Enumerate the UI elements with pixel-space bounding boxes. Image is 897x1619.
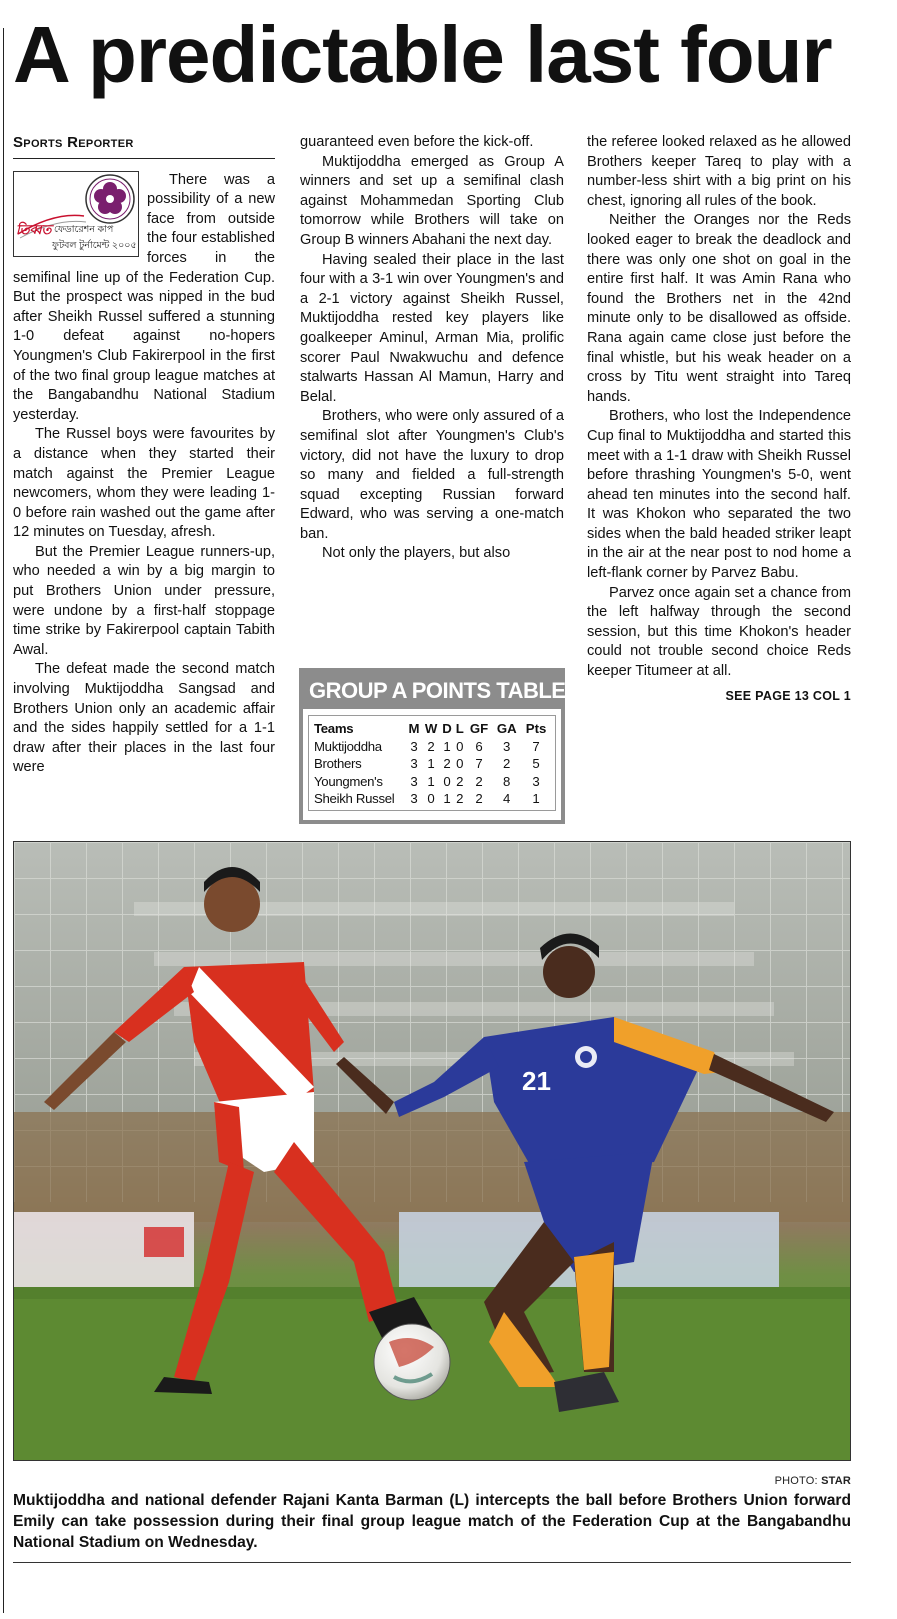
table-row <box>314 738 551 756</box>
table-cell: 3 <box>410 773 418 789</box>
points-table-title: GROUP A POINTS TABLE <box>303 672 561 709</box>
table-cell: 1 <box>443 791 451 807</box>
team-name: Brothers <box>314 756 362 772</box>
column-header: Pts <box>525 721 547 736</box>
table-cell: 7 <box>475 756 483 772</box>
team-name: Muktijoddha <box>314 738 382 754</box>
group-a-points-table <box>299 668 565 824</box>
team-name: Sheikh Russel <box>314 791 395 807</box>
table-cell: 0 <box>456 738 464 754</box>
table-cell: 0 <box>443 773 451 789</box>
table-cell: 5 <box>532 756 540 772</box>
table-cell: 6 <box>475 738 483 754</box>
team-name: Youngmen's <box>314 773 383 789</box>
table-row <box>314 790 551 808</box>
paragraph: the referee looked relaxed as he allowed Brothers keeper Tareq to play with a number-less shirt with a big print on his chest, ignoring all rules of the book. <box>587 134 851 209</box>
column-header: GA <box>496 721 517 736</box>
football-scene-illustration <box>14 842 851 1461</box>
tournament-logo <box>13 171 139 257</box>
page-left-rule <box>3 28 4 1613</box>
table-cell: 2 <box>503 756 511 772</box>
table-cell: 3 <box>532 773 540 789</box>
table-cell: 2 <box>456 773 464 789</box>
table-cell: 0 <box>427 791 435 807</box>
table-cell: 1 <box>532 791 540 807</box>
table-row <box>314 755 551 773</box>
paragraph: guaranteed even before the kick-off. <box>300 134 534 150</box>
bottom-rule <box>13 1562 851 1563</box>
table-cell: 1 <box>427 756 435 772</box>
table-cell: 2 <box>443 756 451 772</box>
paragraph: But the Premier League runners-up, who needed a win by a big margin to put Brothers Union under pressure, were undone by a first-half stoppage time strike by Fakirerpool captain Tabith Awal. <box>13 543 275 658</box>
match-photo <box>13 841 851 1461</box>
paragraph: Brothers, who were only assured of a semifinal slot after Youngmen's Club's victory, did not have the luxury to drop so many and fielded a full-strength squad excepting Russian forward Edward, who was serving a one-match ban. <box>300 408 564 542</box>
column-header: GF <box>469 721 489 736</box>
table-cell: 2 <box>427 738 435 754</box>
table-cell: 0 <box>456 756 464 772</box>
column-header: Teams <box>314 721 354 736</box>
jersey-number: 21 <box>522 1066 551 1096</box>
table-cell: 3 <box>503 738 511 754</box>
table-cell: 1 <box>443 738 451 754</box>
table-cell: 3 <box>410 756 418 772</box>
table-cell: 1 <box>427 773 435 789</box>
paragraph: There was a possibility of a new face from outside the four established forces in the semifinal line up of the Federation Cup. But the prospect was nipped in the bud after Sheikh Russel suffered a stunning 1-0 defeat against no-hopers Youngmen's Club Fakirerpool in the first of the two final group league matches at the Bangabandhu National Stadium yesterday. <box>13 171 275 423</box>
photo-credit-label: PHOTO: <box>774 1475 818 1487</box>
table-cell: 4 <box>503 791 511 807</box>
paragraph: Not only the players, but also <box>322 545 511 562</box>
article-column-3 <box>587 133 851 706</box>
article-column-2 <box>300 133 564 564</box>
byline: Sports Reporter <box>13 133 275 159</box>
paragraph: Brothers, who lost the Independence Cup final to Muktijoddha and started this meet with a 1-1 draw with Sheikh Russel before thrashing Youngmen's 5-0, went ahead ten minutes into the second half. It was Khokon who separated the two sides when the bald headed striker leapt in the air at the near post to nod home a left-flank corner by Parvez Babu. <box>587 408 851 582</box>
table-cell: 2 <box>475 773 483 789</box>
table-cell: 2 <box>456 791 464 807</box>
table-cell: 7 <box>532 738 540 754</box>
continuation-reference: SEE PAGE 13 COL 1 <box>725 688 851 703</box>
logo-brand-text: তিব্বত <box>16 221 52 237</box>
table-cell: 2 <box>475 791 483 807</box>
headline: A predictable last four <box>13 10 832 99</box>
photo-caption: Muktijoddha and national defender Rajani Kanta Barman (L) intercepts the ball before Brothers Union forward Emily can take possession during their final group league match of the Federation Cup at the Bangabandhu National Stadium on Wednesday. <box>13 1492 851 1551</box>
paragraph: Parvez once again set a chance from the left halfway through the second session, but this time Khokon's header could not trouble second choice Reds keeper Titumeer at all. <box>587 584 851 680</box>
table-row <box>314 773 551 791</box>
table-cell: 3 <box>410 738 418 754</box>
paragraph: Having sealed their place in the last four with a 3-1 win over Youngmen's and a 2-1 victory against Sheikh Russel, Muktijoddha rested key players like goalkeeper Aminul, Arman Mia, prolific scorer Paul Nwakwuchu and defence stalwarts Hassan Al Mamun, Harry and Belal. <box>300 251 564 405</box>
points-table-body <box>308 715 556 811</box>
photo-credit <box>600 1475 851 1487</box>
paragraph: The defeat made the second match involving Muktijoddha Sangsad and Brothers Union only an academic affair and the sides happily settled for a 1-1 draw after their places in the last four were <box>13 661 275 776</box>
table-cell: 8 <box>503 773 511 789</box>
table-header-row <box>314 720 551 738</box>
paragraph: Neither the Oranges nor the Reds looked eager to break the deadlock and there was only one shot on goal in the entire first half. It was Amin Rana who found the Brothers net in the 42nd minute only to be disallowed as offside. Rana again came close just before the final whistle, but his weak header on a cross by Titu went straight into Tareq hands. <box>587 212 851 405</box>
photo-credit-source: STAR <box>821 1475 851 1487</box>
paragraph: The Russel boys were favourites by a distance when they started their match against the Premier League newcomers, whom they were leading 1-0 before rain washed out the game after 12 minutes on Tuesday, afresh. <box>13 426 275 541</box>
football <box>374 1324 450 1400</box>
logo-line-2: ফুটবল টুর্নামেন্ট ২০০৫ <box>52 239 137 251</box>
article-column-1 <box>13 133 275 778</box>
flower-emblem-icon <box>86 175 134 223</box>
table-cell: 3 <box>410 791 418 807</box>
column-header: L <box>455 721 464 736</box>
column-header: M <box>408 721 420 736</box>
column-header: D <box>442 721 452 736</box>
paragraph: Muktijoddha emerged as Group A winners and set up a semifinal clash against Mohammedan Sporting Club tomorrow while Brothers will take on Group B winners Abahani the next day. <box>300 153 564 248</box>
standings-table <box>314 720 551 808</box>
dirt-track <box>14 1112 851 1222</box>
column-header: W <box>424 721 438 736</box>
logo-line-1: ফেডারেশন কাপ <box>54 223 114 235</box>
